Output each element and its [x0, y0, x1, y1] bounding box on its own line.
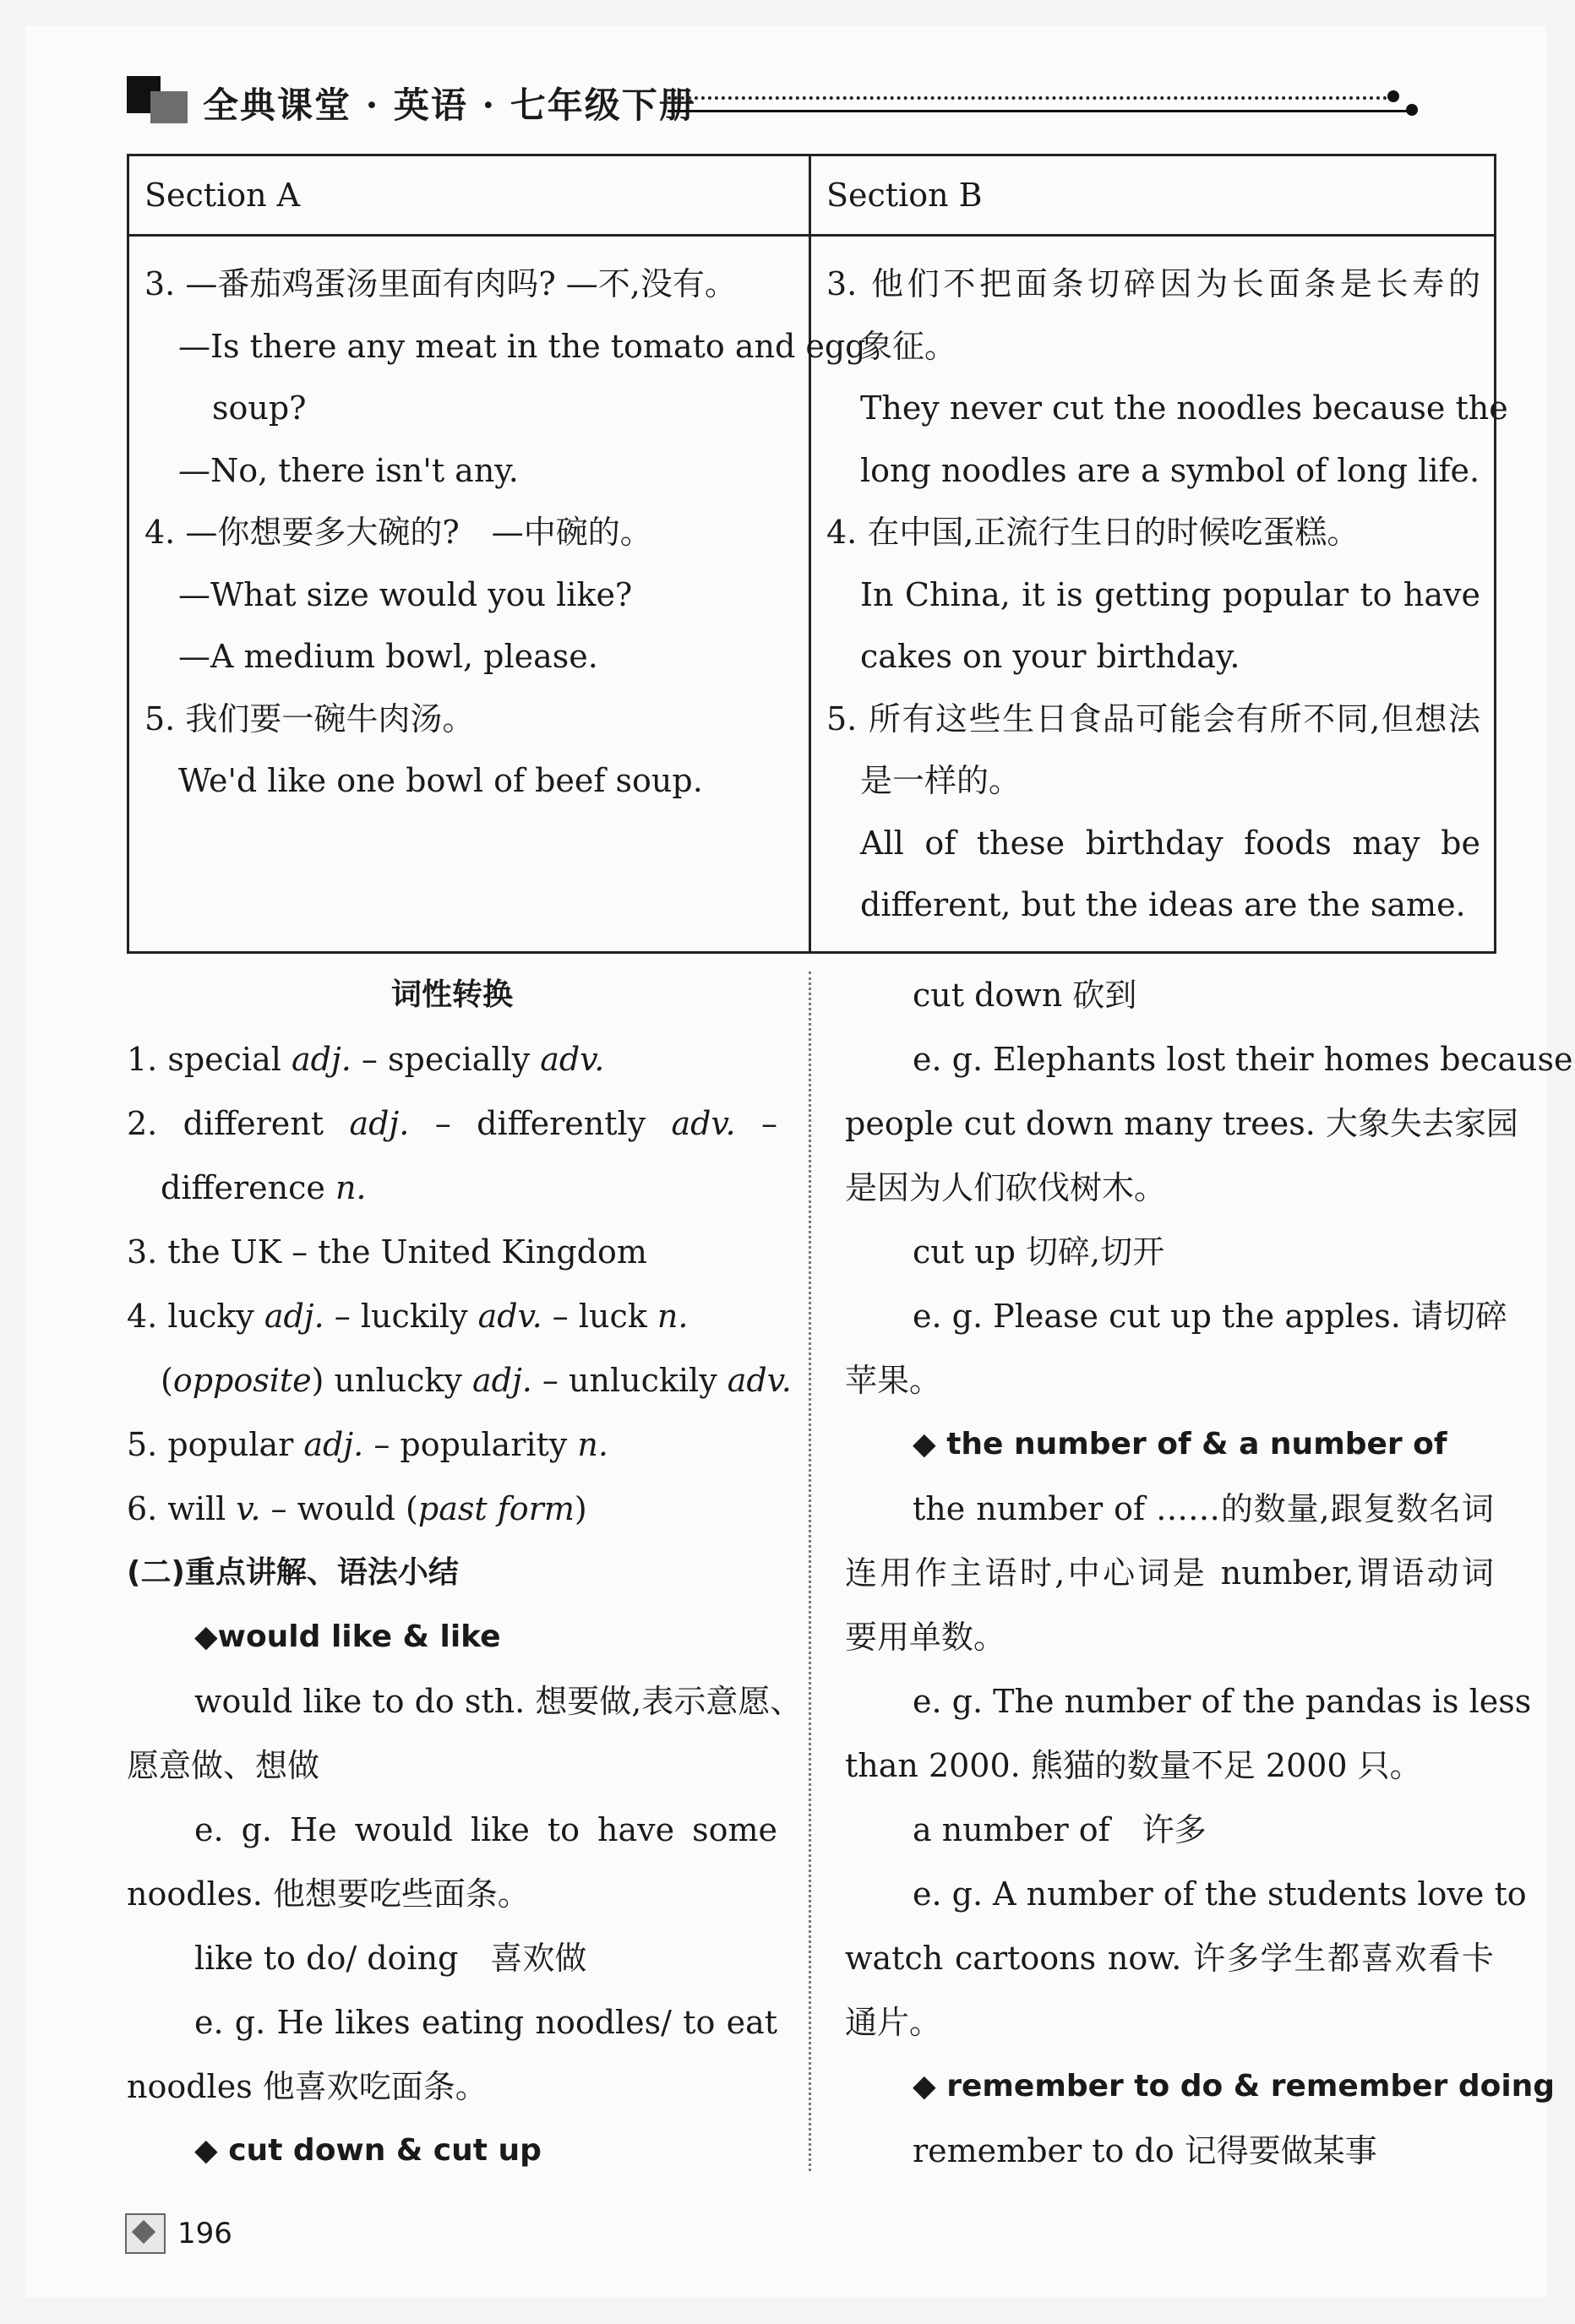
text: – would (: [260, 1490, 418, 1527]
table-line: We'd like one bowl of beef soup.: [178, 762, 703, 799]
table-line: soup?: [212, 389, 307, 427]
table-line: —Is there any meat in the tomato and egg: [178, 327, 866, 365]
pos: adv.: [540, 1041, 605, 1078]
paragraph-line: 通片。: [845, 2004, 942, 2041]
header-dot: [1406, 104, 1418, 116]
table-line: —A medium bowl, please.: [178, 638, 598, 675]
text: difference: [161, 1169, 335, 1206]
pos: adv.: [727, 1362, 792, 1399]
text: (: [161, 1362, 173, 1399]
text: – specially: [351, 1041, 541, 1078]
word-forms-heading: 词性转换: [390, 977, 513, 1012]
text: –: [760, 1105, 777, 1142]
paragraph-line: 愿意做、想做: [127, 1747, 320, 1784]
header-solid-rule: [668, 110, 1411, 112]
pos: adj.: [472, 1362, 532, 1399]
column-divider: [809, 972, 811, 2171]
header-dot: [1387, 90, 1399, 102]
table-line: 是一样的。: [860, 762, 1022, 799]
section-b-header: Section B: [810, 155, 1496, 236]
paragraph-line: like to do/ doing 喜欢做: [194, 1940, 587, 1977]
right-column: [845, 963, 1573, 2183]
text: 4. lucky: [127, 1298, 264, 1335]
text: – unluckily: [531, 1362, 728, 1399]
pos: n.: [657, 1298, 689, 1335]
table-line: They never cut the noodles because the: [860, 389, 1508, 427]
pos: adj.: [349, 1105, 410, 1142]
paragraph-line: e. g. Please cut up the apples. 请切碎: [913, 1298, 1507, 1335]
paragraph-line: 苹果。: [845, 1362, 942, 1399]
table-line: 象征。: [860, 327, 957, 365]
paragraph-line: remember to do 记得要做某事: [913, 2132, 1377, 2169]
section-b-cell: [810, 236, 1508, 953]
paragraph-line: 要用单数。: [845, 1619, 1006, 1656]
paragraph-line: people cut down many trees. 大象失去家园: [845, 1105, 1518, 1142]
header-dotted-rule: [668, 96, 1394, 100]
section-a-header: Section A: [128, 155, 810, 236]
paragraph-line: e. g. He would like to have some: [194, 1811, 777, 1848]
section-a-cell: [128, 236, 866, 953]
table-line: 4. —你想要多大碗的? —中碗的。: [144, 514, 652, 551]
topic-heading: ◆ remember to do & remember doing: [913, 2069, 1556, 2104]
text: – popularity: [363, 1426, 578, 1463]
topic-heading: ◆ the number of & a number of: [913, 1427, 1447, 1461]
pos: opposite: [172, 1362, 312, 1399]
pos: adj.: [264, 1298, 324, 1335]
pos: past form: [417, 1490, 575, 1527]
paragraph-line: cut down 砍到: [913, 977, 1137, 1014]
pos: n.: [335, 1169, 367, 1206]
table-line: 5. 我们要一碗牛肉汤。: [144, 699, 475, 737]
topic-heading: ◆would like & like: [194, 1619, 501, 1654]
pos: adv.: [671, 1105, 736, 1142]
word-form-item: 3. the UK – the United Kingdom: [127, 1233, 647, 1271]
running-header: [127, 76, 1420, 127]
pos: adv.: [477, 1298, 542, 1335]
topic-heading: ◆ cut down & cut up: [194, 2133, 542, 2168]
paragraph-line: e. g. Elephants lost their homes because: [913, 1041, 1573, 1078]
word-form-item: [127, 1284, 777, 1348]
paragraph-line: the number of ……的数量,跟复数名词: [913, 1490, 1494, 1527]
word-form-item: [127, 1027, 777, 1091]
header-block-icon-shadow: [150, 91, 188, 123]
word-form-item: [127, 1477, 777, 1541]
table-line: All of these birthday foods may be: [860, 824, 1480, 862]
sections-table: [127, 154, 1508, 954]
paragraph-line: would like to do sth. 想要做,表示意愿、: [194, 1683, 803, 1720]
text: – luck: [542, 1298, 657, 1335]
paragraph-line: 连用作主语时,中心词是 number,谓语动词: [845, 1554, 1494, 1592]
word-form-item: [127, 1412, 777, 1477]
paragraph-line: cut up 切碎,切开: [913, 1233, 1165, 1271]
paragraph-line: 是因为人们砍伐树木。: [845, 1169, 1167, 1206]
table-line: 3. —番茄鸡蛋汤里面有肉吗? —不,没有。: [144, 265, 737, 302]
word-form-item: [127, 1091, 777, 1156]
paragraph-line: watch cartoons now. 许多学生都喜欢看卡: [845, 1940, 1494, 1977]
pos: adj.: [291, 1041, 352, 1078]
text: ): [574, 1490, 587, 1527]
text: – luckily: [324, 1298, 478, 1335]
word-form-item-cont: [127, 1348, 792, 1412]
pos: n.: [577, 1426, 608, 1463]
text: 5. popular: [127, 1426, 304, 1463]
section-title: (二)重点讲解、语法小结: [127, 1555, 459, 1590]
table-line: long noodles are a symbol of long life.: [860, 451, 1480, 489]
paragraph-line: than 2000. 熊猫的数量不足 2000 只。: [845, 1747, 1422, 1784]
pos: adj.: [303, 1426, 364, 1463]
table-line: —No, there isn't any.: [178, 451, 519, 489]
text: ) unlucky: [311, 1362, 472, 1399]
page-number: 196: [177, 2217, 232, 2251]
table-line: 3. 他们不把面条切碎因为长面条是长寿的: [826, 265, 1480, 302]
paragraph-line: e. g. A number of the students love to: [913, 1875, 1527, 1913]
text: – differently: [434, 1105, 672, 1142]
table-line: 4. 在中国,正流行生日的时候吃蛋糕。: [826, 514, 1360, 551]
table-line: 5. 所有这些生日食品可能会有所不同,但想法: [826, 699, 1480, 737]
paragraph-line: a number of 许多: [913, 1811, 1207, 1848]
table-line: cakes on your birthday.: [860, 638, 1240, 675]
left-column: [127, 963, 803, 2183]
text: 2. different: [127, 1105, 350, 1142]
paragraph-line: e. g. The number of the pandas is less: [913, 1683, 1532, 1720]
paragraph-line: noodles. 他想要吃些面条。: [127, 1875, 530, 1913]
table-line: In China, it is getting popular to have: [860, 575, 1480, 613]
word-form-item-cont: [127, 1156, 777, 1220]
table-line: different, but the ideas are the same.: [860, 886, 1466, 923]
pos: v.: [236, 1490, 261, 1527]
text: 1. special: [127, 1041, 292, 1078]
table-line: —What size would you like?: [178, 575, 633, 613]
text: 6. will: [127, 1490, 237, 1527]
header-title: 全典课堂 · 英语 · 七年级下册: [203, 84, 696, 126]
paragraph-line: noodles 他喜欢吃面条。: [127, 2068, 488, 2105]
paragraph-line: e. g. He likes eating noodles/ to eat: [194, 2004, 777, 2041]
